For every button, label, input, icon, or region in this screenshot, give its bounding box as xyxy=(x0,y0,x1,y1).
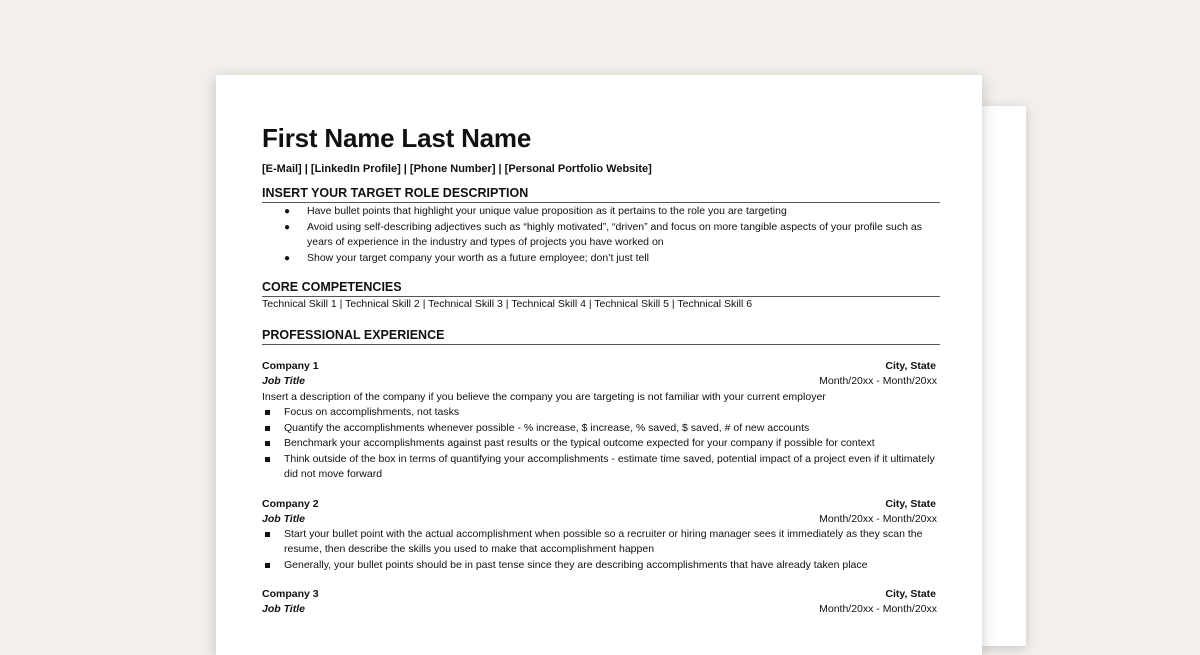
job-entry xyxy=(262,587,940,617)
summary-bullets xyxy=(262,204,940,266)
candidate-name: First Name Last Name xyxy=(262,123,532,153)
job-title-row xyxy=(262,512,940,527)
job-location: City, State xyxy=(885,360,936,372)
list-item: Generally, your bullet points should be in past tense since they are describing accomplishments that have already taken place xyxy=(262,558,940,574)
bullet-dot-icon: ● xyxy=(284,252,291,264)
experience-heading: PROFESSIONAL EXPERIENCE xyxy=(262,328,940,345)
list-item: Start your bullet point with the actual accomplishment when possible so a recruiter or hiring manager sees it immediately as they scan the resume, then describe the skills you used to make that accomplishment happen xyxy=(262,527,940,558)
company-description: Insert a description of the company if you believe the company you are targeting is not familiar with your current employer xyxy=(262,391,826,403)
summary-heading: INSERT YOUR TARGET ROLE DESCRIPTION xyxy=(262,186,940,203)
job-entry xyxy=(262,497,940,574)
list-item: ● Have bullet points that highlight your unique value proposition as it pertains to the role you are targeting xyxy=(262,204,940,220)
bullet-square-icon xyxy=(265,532,270,537)
list-item: Quantify the accomplishments whenever possible - % increase, $ increase, % saved, $ saved, # of new accounts xyxy=(262,421,940,437)
job-header-row xyxy=(262,587,940,602)
list-item: ● Avoid using self-describing adjectives such as “highly motivated”, “driven” and focus on more tangible aspects of your profile such as years of experience in the industry and types of projects you have worked on xyxy=(284,220,922,248)
job-bullets xyxy=(262,527,940,574)
company-name: Company 1 xyxy=(262,360,319,372)
back-resume-page xyxy=(980,106,1026,646)
company-name: Company 2 xyxy=(262,497,319,510)
bullet-dot-icon: ● xyxy=(284,221,291,233)
job-title-row xyxy=(262,374,940,389)
job-title: Job Title xyxy=(262,603,305,615)
job-location: City, State xyxy=(885,588,936,600)
bullet-square-icon xyxy=(265,441,270,446)
bullet-dot-icon: ● xyxy=(284,206,291,217)
resume-content xyxy=(262,123,940,617)
contact-line: [E-Mail] | [LinkedIn Profile] | [Phone Number] | [Personal Portfolio Website] xyxy=(262,163,652,175)
competencies-heading: CORE COMPETENCIES xyxy=(262,280,940,297)
job-title: Job Title xyxy=(262,512,305,525)
bullet-square-icon xyxy=(265,457,270,462)
list-item: Benchmark your accomplishments against past results or the typical outcome expected for your company if possible for context xyxy=(262,436,940,452)
job-title-row xyxy=(262,602,940,617)
job-dates: Month/20xx - Month/20xx xyxy=(819,603,937,615)
bullet-square-icon xyxy=(265,410,270,415)
list-item: ● Show your target company your worth as a future employee; don’t just tell xyxy=(262,251,940,267)
competencies-list: Technical Skill 1 | Technical Skill 2 | Technical Skill 3 | Technical Skill 4 | Technical Skill 5 | Technical Skill 6 xyxy=(262,298,753,310)
resume-page xyxy=(216,75,982,655)
job-entry xyxy=(262,359,940,483)
list-item: Think outside of the box in terms of quantifying your accomplishments - estimate time saved, potential impact of a project even if it ultimately did not move forward xyxy=(262,452,940,483)
job-bullets xyxy=(262,405,940,483)
job-dates: Month/20xx - Month/20xx xyxy=(819,512,937,525)
job-title: Job Title xyxy=(262,375,305,387)
job-header-row xyxy=(262,359,940,374)
job-location: City, State xyxy=(885,497,936,510)
bullet-square-icon xyxy=(265,563,270,568)
job-header-row xyxy=(262,497,940,512)
bullet-square-icon xyxy=(265,426,270,431)
company-name: Company 3 xyxy=(262,588,319,600)
job-dates: Month/20xx - Month/20xx xyxy=(819,375,937,387)
list-item: Focus on accomplishments, not tasks xyxy=(262,405,940,421)
